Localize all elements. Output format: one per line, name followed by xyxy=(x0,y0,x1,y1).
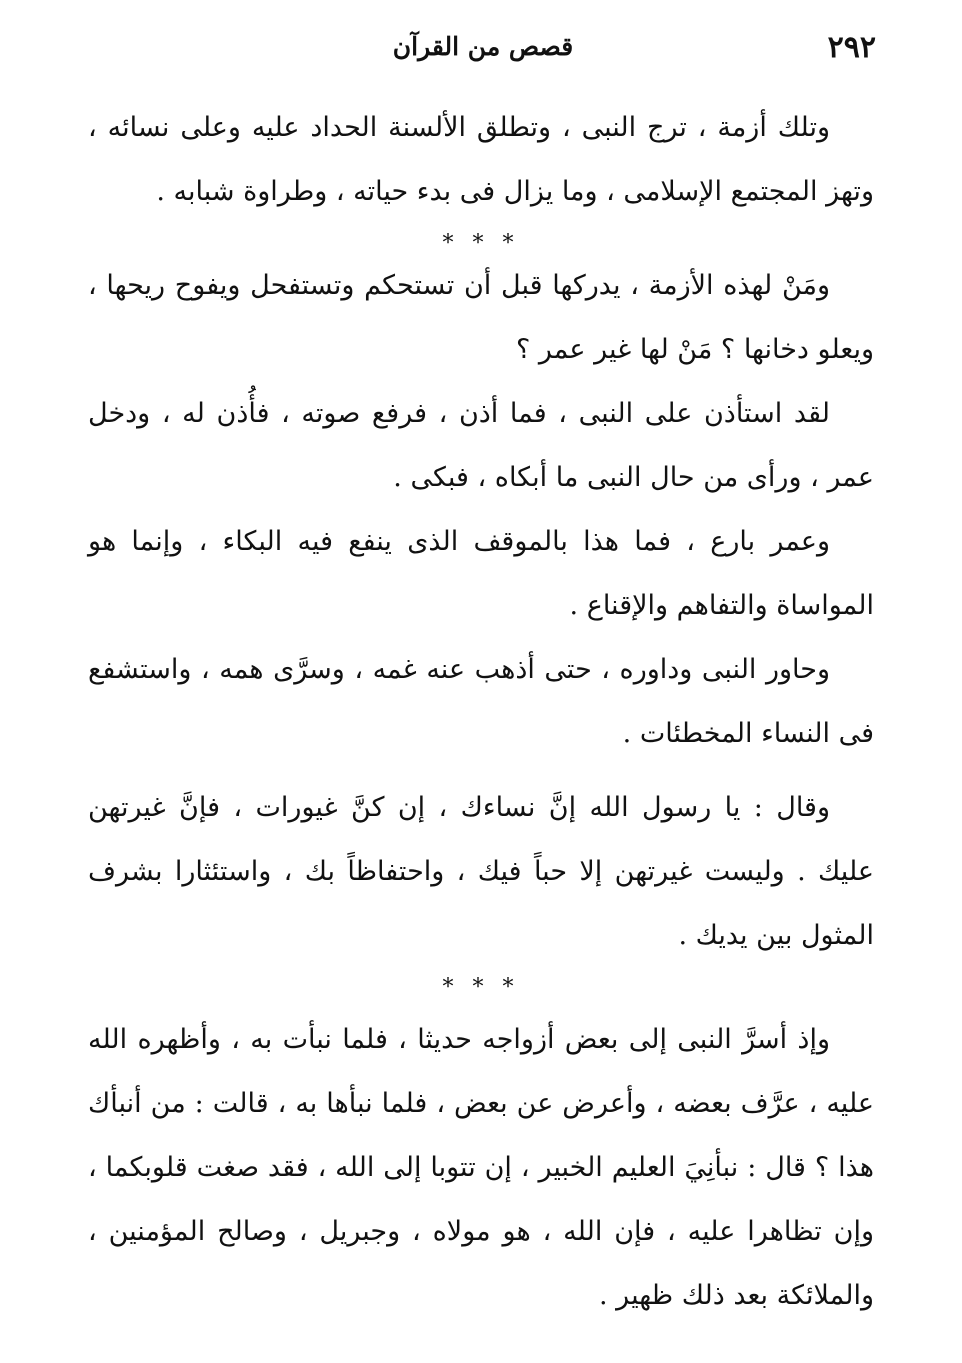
page-number: ٢٩٢ xyxy=(827,30,876,65)
paragraph: وإذ أسرَّ النبى إلى بعض أزواجه حديثا ، فلما نبأت به ، وأظهره الله عليه ، عرَّف بعضه ، وأعرض عن بعض ، فلما نبأها به ، قالت : من أنبأك هذا ؟ قال : نبأنِيَ العليم الخبير ، إن تتوبا إلى الله ، فقد صغت قلوبكما ، وإن تظاهرا عليه ، فإن الله ، هو مولاه ، وجبريل ، وصالح المؤمنين ، والملائكة بعد ذلك ظهير . xyxy=(88,1024,874,1311)
paragraph: وحاور النبى وداوره ، حتى أذهب عنه غمه ، وسرَّى همه ، واستشفع فى النساء المخطئات . xyxy=(88,654,874,749)
page-body xyxy=(88,96,874,1328)
paragraph: ومَنْ لهذه الأزمة ، يدركها قبل أن تستحكم وتستفحل ويفوح ريحها ، ويعلو دخانها ؟ مَنْ لها غير عمر ؟ xyxy=(88,270,874,365)
page-header xyxy=(90,26,876,76)
section-separator: * * * xyxy=(442,975,520,1000)
paragraph: لقد استأذن على النبى ، فما أذن ، فرفع صوته ، فأُذن له ، ودخل عمر ، ورأى من حال النبى ما أبكاه ، فبكى . xyxy=(88,398,874,493)
paragraph: وقال : يا رسول الله إنَّ نساءك ، إن كنَّ غيورات ، فإنَّ غيرتهن عليك . وليست غيرتهن إلا حباً فيك ، واحتفاظاً بك ، واستئثارا بشرف المثول بين يديك . xyxy=(88,792,874,951)
running-title: قصص من القرآن xyxy=(392,32,574,61)
paragraph: وعمر بارع ، فما هذا بالموقف الذى ينفع فيه البكاء ، وإنما هو المواساة والتفاهم والإقناع . xyxy=(88,526,874,621)
section-separator: * * * xyxy=(442,231,520,256)
paragraph: وتلك أزمة ، ترج النبى ، وتطلق الألسنة الحداد عليه وعلى نسائه ، وتهز المجتمع الإسلامى ، وما يزال فى بدء حياته ، وطراوة شبابه . xyxy=(88,112,874,207)
